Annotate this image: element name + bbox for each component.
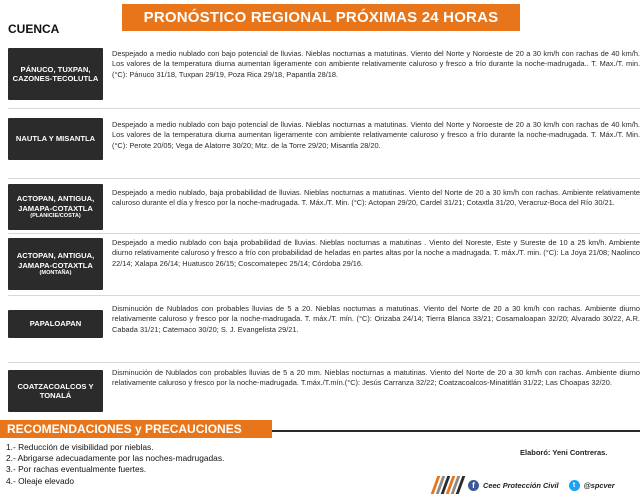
region-name: COATZACOALCOS Y TONALÁ [17, 381, 94, 400]
cuenca-label: CUENCA [8, 22, 60, 36]
divider [8, 178, 640, 179]
page-title: PRONÓSTICO REGIONAL PRÓXIMAS 24 HORAS [122, 4, 520, 31]
recommendation-item: 4.- Oleaje elevado [6, 475, 74, 486]
recommendations-title: RECOMENDACIONES y PRECAUCIONES [0, 420, 272, 438]
social-footer [434, 474, 640, 496]
divider [8, 362, 640, 363]
region-name: PÁNUCO, TUXPAN, CAZONES-TECOLUTLA [12, 64, 99, 83]
region-forecast-text: Despejado a medio nublado con bajo potencial de lluvias. Nieblas nocturnas a matutinas. Viento del Norte y Noroeste de 20 a 30 km/h con rachas de 40 km/h. Los valores de la temperatura diurna aumentan ligeramente con ambiente relativamente caluroso y fresco a frío durante la noche-madrugada. T. Máx./T. Min. (°C): Perote 20/05; Vega de Alatorre 30/20; Mtz. de la Torre 29/20; Misantla 28/20. [112, 120, 640, 150]
recommendations-list [6, 442, 224, 487]
twitter-link[interactable]: @spcver [583, 480, 615, 490]
recommendation-item: 1.- Reducción de visibilidad por nieblas. [6, 442, 154, 452]
divider [8, 108, 640, 109]
region-name-box [8, 310, 103, 338]
region-subtitle: (MONTAÑA) [39, 269, 72, 276]
region-name-box [8, 48, 103, 100]
twitter-icon[interactable]: t [569, 480, 580, 491]
region-name: ACTOPAN, ANTIGUA, JAMAPA-COTAXTLA [16, 194, 95, 213]
recommendation-item: 2.- Abrigarse adecuadamente por las noches-madrugadas. [6, 453, 225, 464]
region-forecast-text: Despejado a medio nublado, baja probabilidad de lluvias. Nieblas nocturnas a matutinas. Viento del Norte de 20 a 30 km/h con rachas. Ambiente relativamente caluroso durante el día y fresco por la noche-madrugada. T. Máx./T. Min. (°C): Actopan 29/20, Cardel 31/21; Cotaxtla 31/20, Veracruz-Boca del Río 30/21. [112, 188, 640, 208]
region-name: ACTOPAN, ANTIGUA, JAMAPA-COTAXTLA [16, 251, 95, 270]
region-forecast-text: Disminución de Nublados con probables lluvias de 5 a 20 mm. Nieblas nocturnas a matutinas. Viento del Norte de 20 a 30 km/h con rachas. Ambiente diurno relativamente caluroso y fresco por la noche-madrugada. T.máx./T.mín.(°C): Jesús Carranza 32/22; Coatzacoalcos-Minatitlán 31/22; Las Choapas 32/20. [112, 368, 640, 388]
region-subtitle: (PLANICIE/COSTA) [30, 212, 81, 219]
region-forecast-text: Despejado a medio nublado con bajo potencial de lluvias. Nieblas nocturnas a matutinas. Viento del Norte y Noroeste de 20 a 30 km/h con rachas de 40 km/h. Los valores de la temperatura diurna aumentan ligeramente con ambiente relativamente caluroso y fresco a frío durante la noche-madrugada.. T. Max./T. min. (°C): Pánuco 31/18, Tuxpan 29/19, Poza Rica 29/18, Papantla 28/18. [112, 49, 640, 79]
divider [8, 295, 640, 296]
author-credit: Elaboró: Yeni Contreras. [520, 448, 608, 457]
facebook-icon[interactable]: f [468, 480, 479, 491]
region-name: NAUTLA Y MISANTLA [15, 134, 96, 144]
region-name: PAPALOAPAN [29, 319, 82, 329]
decorative-stripes [434, 476, 462, 494]
recommendation-item: 3.- Por rachas eventualmente fuertes. [6, 464, 147, 475]
region-name-box [8, 238, 103, 290]
region-forecast-text: Disminución de Nublados con probables lluvias de 5 a 20. Nieblas nocturnas a matutinas. Viento del Norte de 20 a 30 km/h con rachas. Ambiente diurno relativamente caluroso y fresco por la noche-madrugada. T. máx./T. mín. (°C): Orizaba 24/14; Tierra Blanca 33/21; Cosamaloapan 32/20; Alvarado 30/22, A.R. Cabada 31/21; Catemaco 30/20; S. J. Evangelista 29/21. [112, 304, 640, 334]
region-name-box [8, 118, 103, 160]
region-forecast-text: Despejado a medio nublado con baja probabilidad de lluvias. Nieblas nocturnas a matutinas . Viento del Noreste, Este y Sureste de 10 a 25 km/h. Ambiente diurno relativamente caluroso y fresco a frío con probabilidad de heladas en partes altas por la noche a madrugada. T. máx./T. min. (°C): La Joya 21/08; Naolinco 22/14; Xalapa 26/14; Huatusco 26/15; Coscomatepec 25/14; Córdoba 29/16. [112, 238, 640, 268]
region-name-box [8, 370, 103, 412]
facebook-link[interactable]: Ceec Protección Civil [483, 480, 559, 490]
region-name-box [8, 184, 103, 230]
divider [8, 233, 640, 234]
